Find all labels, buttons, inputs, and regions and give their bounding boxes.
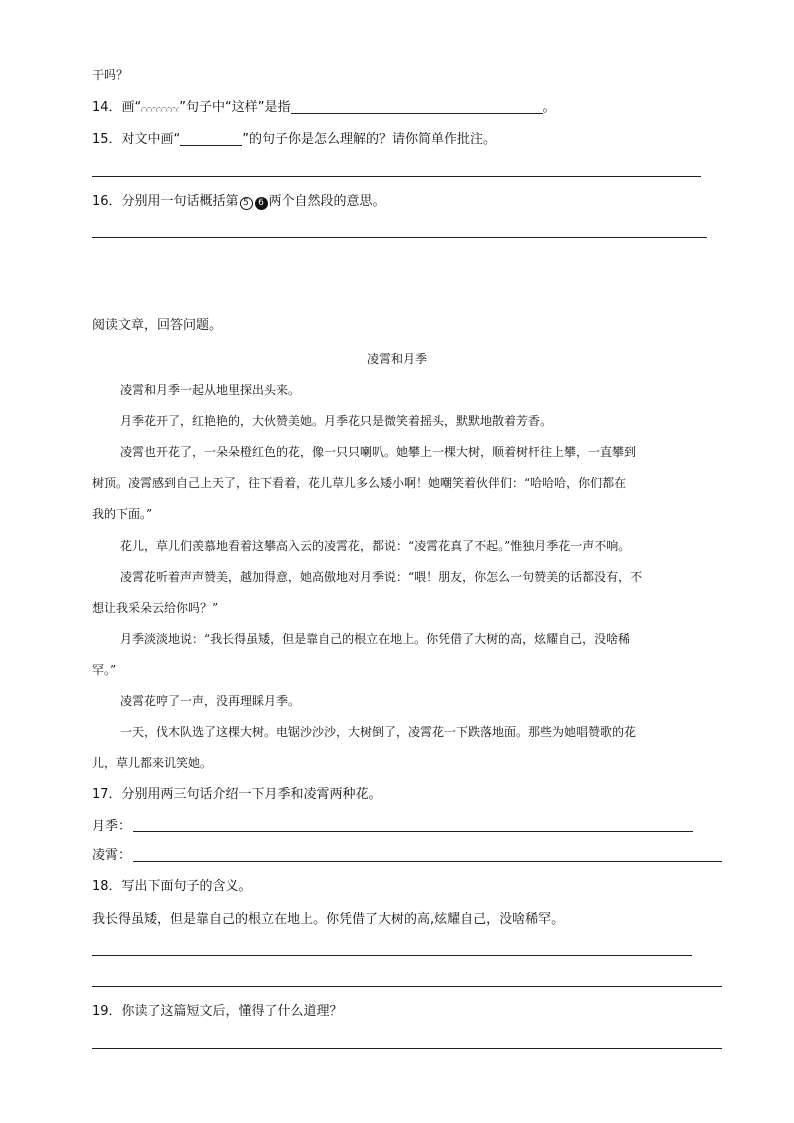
underline-marker [180,131,242,146]
article-line: 儿，草儿都来讥笑她。 [92,756,213,770]
reading-instruction: 阅读文章，回答问题。 [92,318,223,333]
article-line: 花儿，草儿们羡慕地看着这攀高入云的凌霄花，都说：“凌霄花真了不起。”惟独月季花一声不响。 [120,539,631,553]
article-line: 我的下面。” [92,507,153,521]
circled-number-6: 6 [255,197,268,210]
question-17: 17．分别用两三句话介绍一下月季和凌霄两种花。 [92,787,382,802]
answer-blank-14[interactable] [291,99,543,114]
answer-line-yueji[interactable] [133,831,693,832]
article-line: 凌霄花听着声声赞美，越加得意，她高傲地对月季说：“喂！朋友，你怎么一句赞美的话都没有，不 [120,570,643,584]
article-line: 月季淡淡地说：“我长得虽矮，但是靠自己的根立在地上。你凭借了大树的高，炫耀自己，没啥稀 [120,632,631,646]
answer-label-yueji: 月季： [92,819,132,834]
quoted-sentence: 我长得虽矮，但是靠自己的根立在地上。你凭借了大树的高,炫耀自己，没啥稀罕。 [92,912,565,927]
question-16: 16．分别用一句话概括第 5 6 两个自然段的意思。 [92,194,386,209]
article-line: 罕。” [92,663,117,677]
article-line: 凌霄和月季一起从地里探出头来。 [120,383,301,397]
question-19: 19．你读了这篇短文后，懂得了什么道理？ [92,1004,343,1019]
article-line: 凌霄也开花了，一朵朵橙红色的花，像一只只喇叭。她攀上一棵大树，顺着树杆往上攀，一直攀到 [120,445,637,459]
article-line: 想让我采朵云给你吗？” [92,601,219,615]
continued-text: 干吗？ [92,68,129,82]
question-18: 18．写出下面句子的含义。 [92,879,252,894]
article-line: 树顶。凌霄感到自己上天了，往下看着，花儿草儿多么矮小啊！她嘲笑着伙伴们：“哈哈哈，你们都在 [92,476,627,490]
answer-line-18-a[interactable] [92,955,692,956]
circled-number-5: 5 [240,197,253,210]
answer-label-lingxiao: 凌霄： [92,848,132,863]
answer-line-18-b[interactable] [92,986,722,987]
article-line: 一天，伐木队选了这棵大树。电锯沙沙沙，大树倒了，凌霄花一下跌落地面。那些为她唱赞歌的花 [120,725,637,739]
article-title: 凌霄和月季 [366,352,427,366]
answer-line-lingxiao[interactable] [133,861,722,862]
answer-line-16[interactable] [92,237,707,238]
wavy-underline-marker [141,102,179,112]
article-line: 凌霄花哼了一声，没再理睬月季。 [120,694,301,708]
answer-line-15[interactable] [92,176,701,177]
question-15: 15．对文中画“ ”的句子你是怎么理解的？请你简单作批注。 [92,132,497,147]
answer-line-19[interactable] [92,1048,722,1049]
question-14: 14．画“ ”句子中“这样”是指 。 [92,100,556,115]
article-line: 月季花开了，红艳艳的，大伙赞美她。月季花只是微笑着摇头，默默地散着芳香。 [120,414,553,428]
